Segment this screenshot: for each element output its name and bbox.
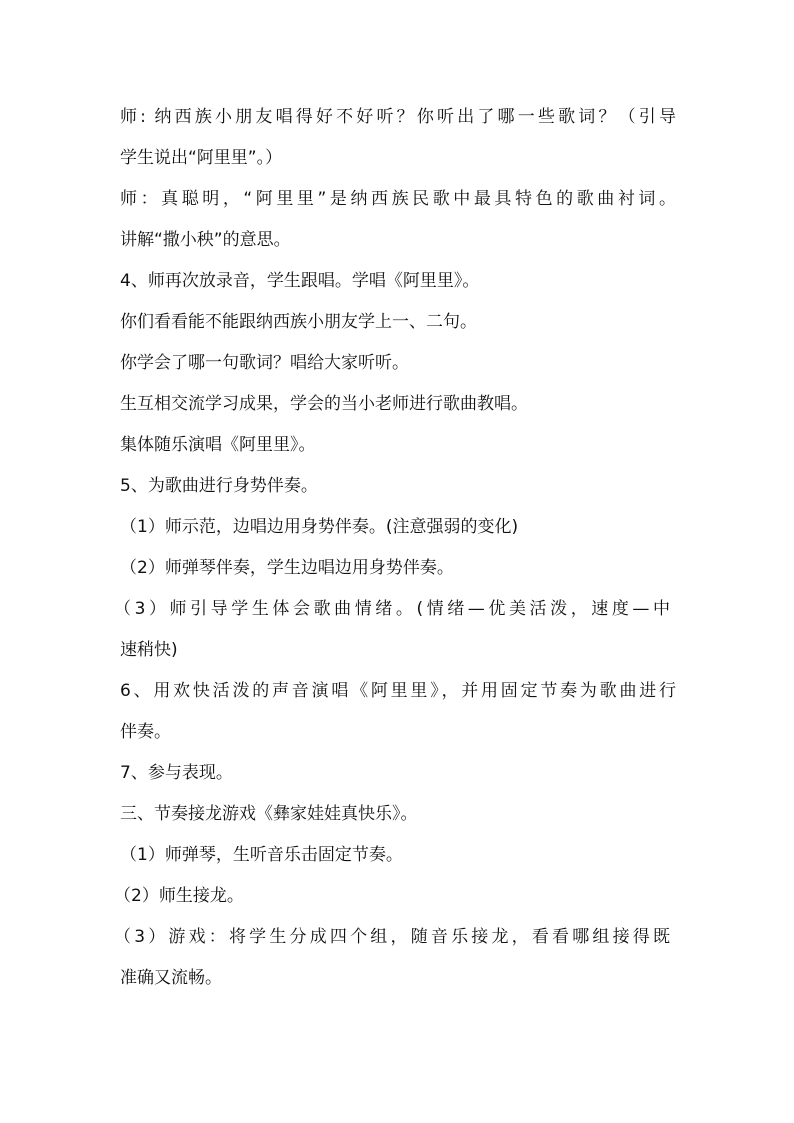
paragraph-line: 生互相交流学习成果，学会的当小老师进行歌曲教唱。 xyxy=(120,394,528,414)
list-item: （3）游戏：将学生分成四个组，随音乐接龙，看看哪组接得既 xyxy=(114,927,670,947)
paragraph-line: 伴奏。 xyxy=(120,722,171,742)
paragraph-line: 师：真聪明，“阿里里”是纳西族民歌中最具特色的歌曲衬词。 xyxy=(120,189,676,209)
list-item: （1）师示范，边唱边用身势伴奏。(注意强弱的变化) xyxy=(120,517,519,537)
list-item: （1）师弹琴，生听音乐击固定节奏。 xyxy=(120,845,403,865)
section-heading: 7、参与表现。 xyxy=(120,763,233,783)
list-item: （3）师引导学生体会歌曲情绪。(情绪—优美活泼，速度—中 xyxy=(114,599,670,619)
paragraph-line: 速稍快) xyxy=(120,640,178,660)
section-heading: 4、师再次放录音，学生跟唱。学唱《阿里里》。 xyxy=(120,271,480,291)
paragraph-line: 你学会了哪一句歌词？唱给大家听听。 xyxy=(120,353,409,373)
paragraph-line: 你们看看能不能跟纳西族小朋友学上一、二句。 xyxy=(120,312,477,332)
paragraph-line: 准确又流畅。 xyxy=(120,968,222,988)
section-heading: 5、为歌曲进行身势伴奏。 xyxy=(120,476,318,496)
paragraph-line: 集体随乐演唱《阿里里》。 xyxy=(120,435,316,455)
list-item: （2）师生接龙。 xyxy=(114,886,244,906)
section-heading: 6、用欢快活泼的声音演唱《阿里里》，并用固定节奏为歌曲进行 xyxy=(120,681,676,701)
section-heading: 三、节奏接龙游戏《彝家娃娃真快乐》。 xyxy=(120,804,418,824)
paragraph-line: 学生说出“阿里里”。） xyxy=(120,148,283,168)
list-item: （2）师弹琴伴奏，学生边唱边用身势伴奏。 xyxy=(120,558,454,578)
paragraph-line: 讲解“撒小秧”的意思。 xyxy=(120,230,291,250)
paragraph-line: 师: 纳西族小朋友唱得好不好听？你听出了哪一些歌词？（引导 xyxy=(120,107,676,127)
